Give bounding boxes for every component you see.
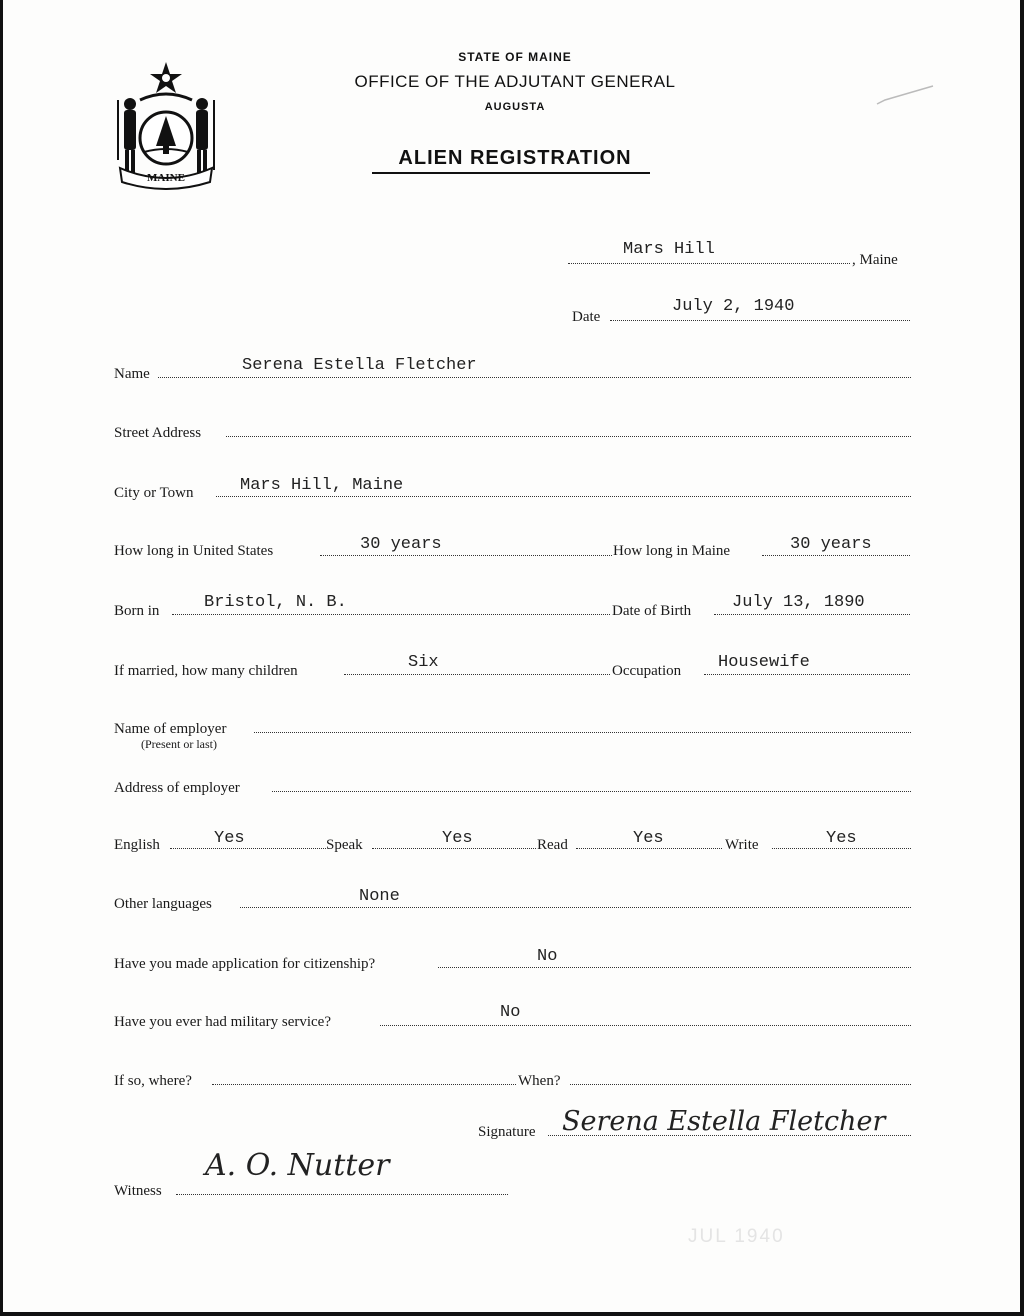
name-label: Name <box>114 366 150 382</box>
speak-label: Speak <box>326 837 363 853</box>
english-value[interactable]: Yes <box>214 829 245 848</box>
employer-address-line <box>272 791 911 792</box>
other-languages-label: Other languages <box>114 896 212 912</box>
name-line <box>158 377 911 378</box>
witness-line <box>176 1194 508 1195</box>
us-duration-value[interactable]: 30 years <box>360 535 442 554</box>
military-value[interactable]: No <box>500 1003 521 1022</box>
city-line <box>216 496 911 497</box>
place-value[interactable]: Mars Hill <box>623 240 715 259</box>
maine-duration-label: How long in Maine <box>613 543 731 559</box>
witness-label: Witness <box>114 1183 162 1199</box>
citizenship-value[interactable]: No <box>537 947 558 966</box>
born-in-label: Born in <box>114 603 160 619</box>
children-value[interactable]: Six <box>408 653 439 672</box>
check-mark-icon <box>873 82 943 112</box>
place-suffix: , Maine <box>852 252 898 268</box>
dob-label: Date of Birth <box>612 603 692 619</box>
dob-line <box>714 614 910 615</box>
street-line <box>226 436 911 437</box>
other-languages-line <box>240 907 911 908</box>
english-line <box>170 848 326 849</box>
scan-edge-bottom <box>0 1312 1024 1316</box>
us-duration-label: How long in United States <box>114 543 274 559</box>
signature-value[interactable]: Serena Estella Fletcher <box>562 1106 886 1137</box>
city-label: City or Town <box>114 485 194 501</box>
signature-label: Signature <box>478 1124 536 1140</box>
when-label: When? <box>518 1073 561 1089</box>
date-value[interactable]: July 2, 1940 <box>672 297 795 316</box>
signature-line <box>548 1135 911 1136</box>
employer-line <box>254 732 911 733</box>
read-label: Read <box>537 837 568 853</box>
header-state: STATE OF MAINE <box>458 50 572 64</box>
born-in-value[interactable]: Bristol, N. B. <box>204 593 347 612</box>
occupation-label: Occupation <box>612 663 682 679</box>
us-duration-line <box>320 555 612 556</box>
date-label: Date <box>572 309 601 325</box>
children-label: If married, how many children <box>114 663 298 679</box>
children-line <box>344 674 610 675</box>
citizenship-label: Have you made application for citizenship? <box>114 956 376 972</box>
speak-line <box>372 848 536 849</box>
header-city: AUGUSTA <box>484 101 546 113</box>
date-line <box>610 320 910 321</box>
military-line <box>380 1025 911 1026</box>
scan-edge-left <box>0 0 3 1316</box>
read-line <box>576 848 722 849</box>
other-languages-value[interactable]: None <box>359 887 400 906</box>
dob-value[interactable]: July 13, 1890 <box>732 593 865 612</box>
maine-duration-value[interactable]: 30 years <box>790 535 872 554</box>
write-value[interactable]: Yes <box>826 829 857 848</box>
where-label: If so, where? <box>114 1073 192 1089</box>
witness-value[interactable]: A. O. Nutter <box>205 1148 390 1183</box>
scan-edge-right <box>1020 0 1024 1316</box>
speak-value[interactable]: Yes <box>442 829 473 848</box>
maine-seal-icon <box>110 60 222 190</box>
write-label: Write <box>725 837 759 853</box>
when-line <box>570 1084 911 1085</box>
place-line <box>568 263 850 264</box>
received-stamp: JUL 1940 <box>688 1226 785 1247</box>
name-value[interactable]: Serena Estella Fletcher <box>242 356 477 375</box>
write-line <box>772 848 911 849</box>
street-label: Street Address <box>114 425 202 441</box>
read-value[interactable]: Yes <box>633 829 664 848</box>
occupation-line <box>704 674 910 675</box>
military-label: Have you ever had military service? <box>114 1014 331 1030</box>
employer-sublabel: (Present or last) <box>141 737 217 751</box>
employer-label: Name of employer <box>114 721 227 737</box>
maine-duration-line <box>762 555 910 556</box>
where-line <box>212 1084 516 1085</box>
english-label: English <box>114 837 160 853</box>
header-office: OFFICE OF THE ADJUTANT GENERAL <box>354 72 676 91</box>
seal-text: MAINE <box>147 172 185 184</box>
title-underline <box>372 172 650 174</box>
city-value[interactable]: Mars Hill, Maine <box>240 476 404 495</box>
form-title: ALIEN REGISTRATION <box>398 147 632 169</box>
employer-address-label: Address of employer <box>114 780 240 796</box>
born-in-line <box>172 614 610 615</box>
citizenship-line <box>438 967 911 968</box>
occupation-value[interactable]: Housewife <box>718 653 810 672</box>
